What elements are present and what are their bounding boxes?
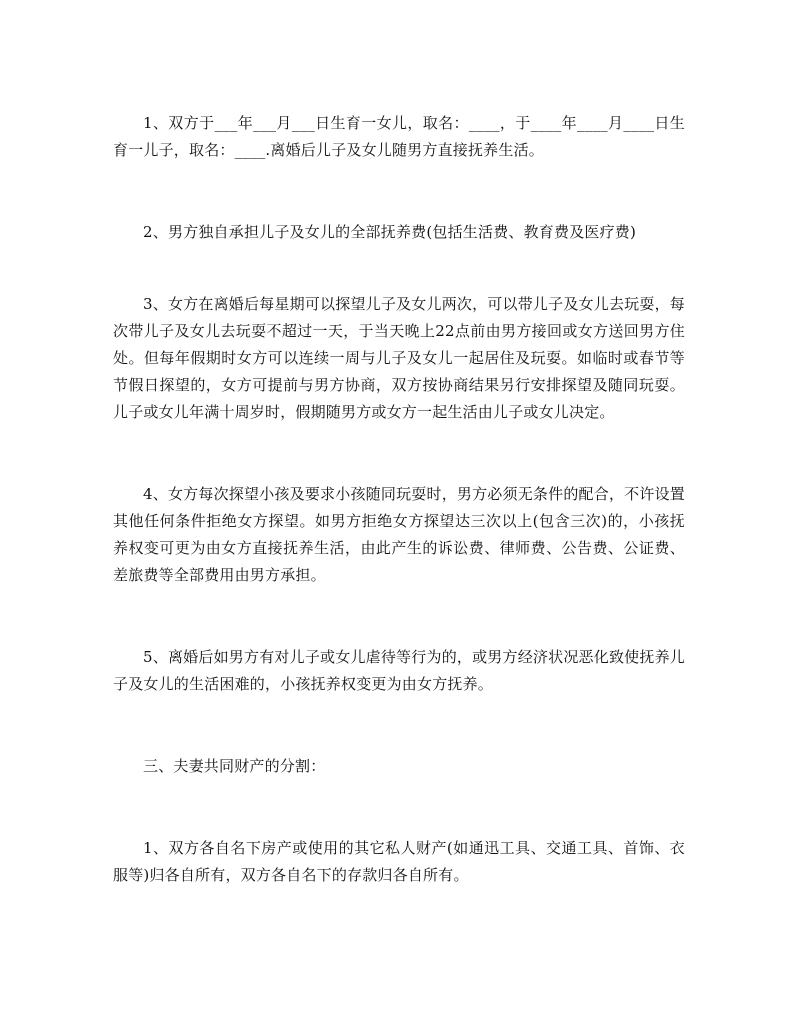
paragraph-custody-change: 5、离婚后如男方有对儿子或女儿虐待等行为的，或男方经济状况恶化致使抚养儿子及女儿的生活困难的，小孩抚养权变更为由女方抚养。 bbox=[113, 648, 685, 693]
paragraph-visitation: 3、女方在离婚后每星期可以探望儿子及女儿两次，可以带儿子及女儿去玩耍，每次带儿子及女儿去玩耍不超过一天，于当天晚上22点前由男方接回或女方送回男方住处。但每年假期时女方可以连续一周与儿子及女儿一起居住及玩耍。如临时或春节等节假日探望的，女方可提前与男方协商，双方按协商结果另行安排探望及随同玩耍。儿子或女儿年满十周岁时，假期随男方或女方一起生活由儿子或女儿决定。 bbox=[113, 295, 685, 421]
paragraph-child-support: 2、男方独自承担儿子及女儿的全部抚养费(包括生活费、教育费及医疗费) bbox=[143, 223, 637, 241]
paragraph-child-custody: 1、双方于___年___月___日生育一女儿，取名：____，于____年____月____日生育一儿子，取名：____.离婚后儿子及女儿随男方直接抚养生活。 bbox=[113, 114, 685, 159]
document-page bbox=[113, 110, 685, 889]
section-heading-property-division: 三、夫妻共同财产的分割： bbox=[143, 757, 326, 775]
paragraph-visitation-cooperation: 4、女方每次探望小孩及要求小孩随同玩耍时，男方必须无条件的配合，不许设置其他任何条件拒绝女方探望。如男方拒绝女方探望达三次以上(包含三次)的，小孩抚养权变可更为由女方直接抚养生活，由此产生的诉讼费、律师费、公告费、公证费、差旅费等全部费用由男方承担。 bbox=[113, 485, 685, 584]
paragraph-personal-property: 1、双方各自名下房产或使用的其它私人财产(如通迅工具、交通工具、首饰、衣服等)归各自所有，双方各自名下的存款归各自所有。 bbox=[113, 839, 685, 884]
